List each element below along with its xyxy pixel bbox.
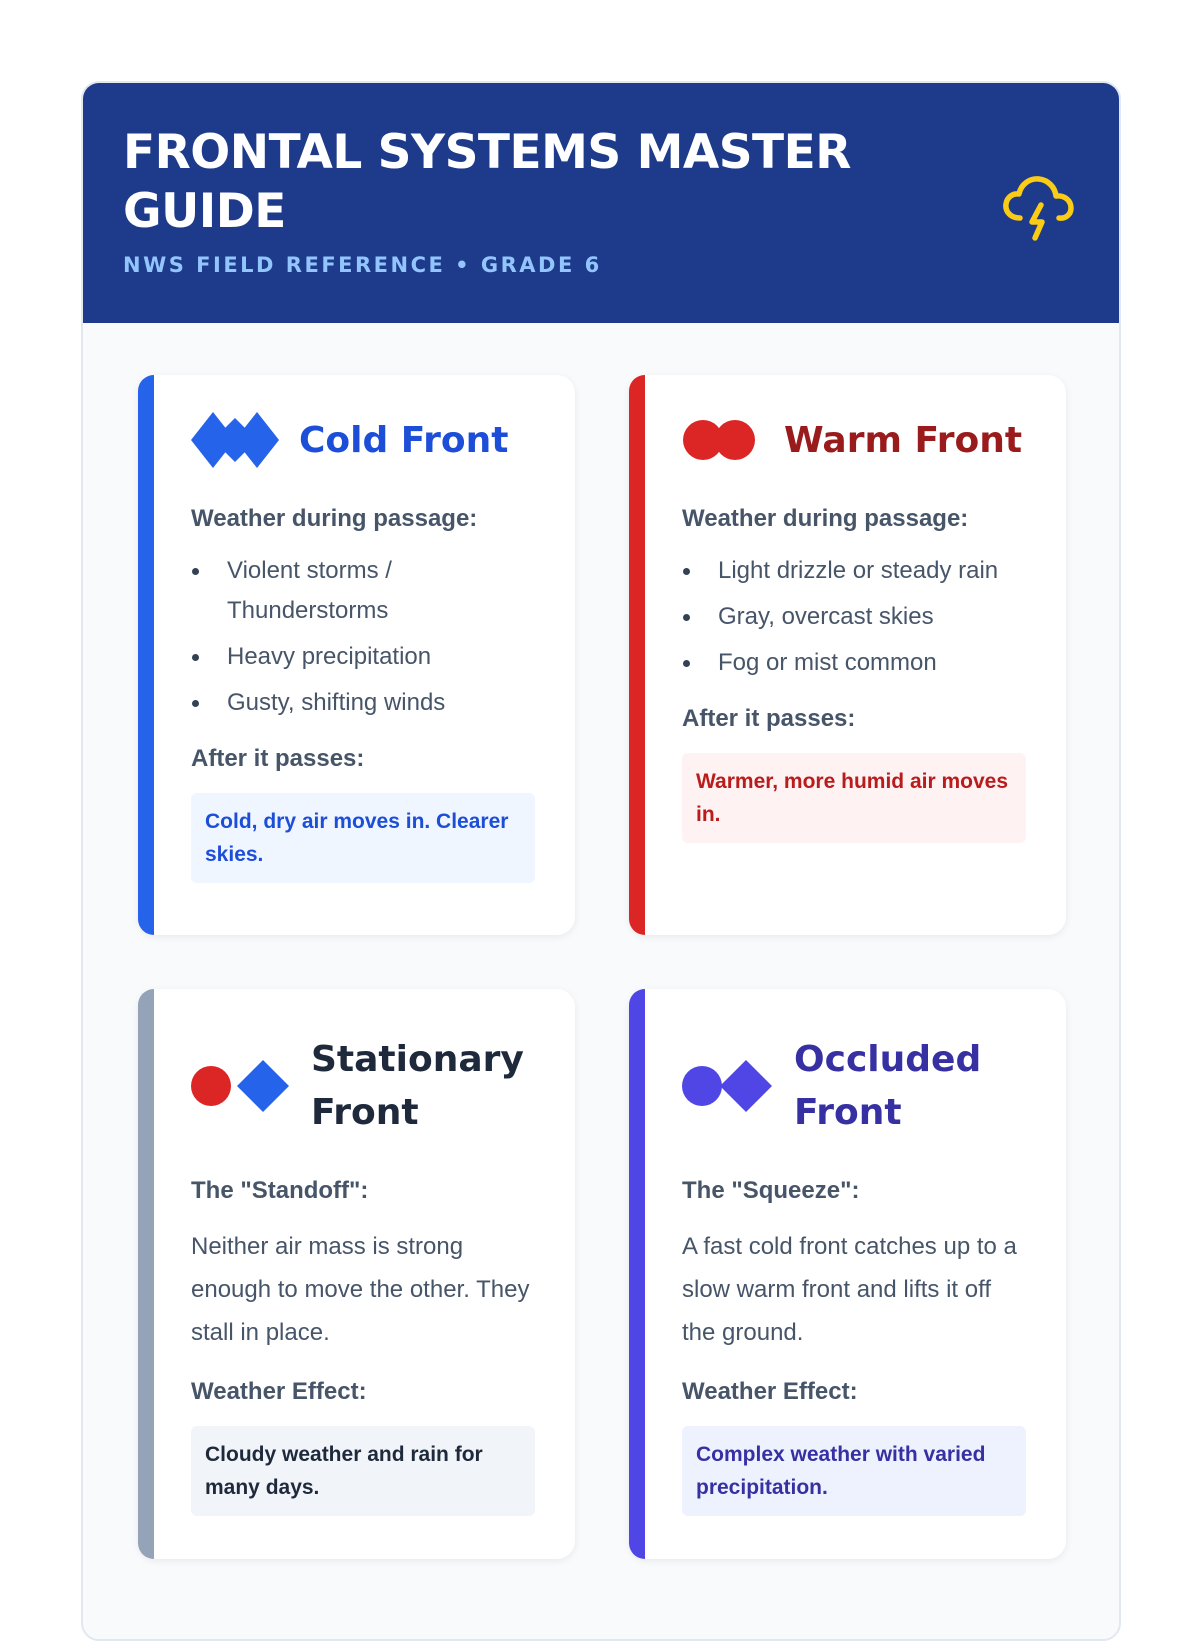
warm-after-label: After it passes:: [682, 705, 856, 732]
warm-passage-label: Weather during passage:: [682, 505, 969, 532]
occluded-front-title: Occluded Front: [794, 1039, 982, 1133]
occluded-concept-label: The "Squeeze":: [682, 1177, 860, 1204]
occluded-concept-text: A fast cold front catches up to a slow warm front and lifts it off the ground.: [682, 1233, 1017, 1346]
occluded-effect-callout: Complex weather with varied precipitation.: [682, 1426, 1026, 1516]
stationary-effect-label: Weather Effect:: [191, 1378, 367, 1405]
occluded-front-symbol-icon: [682, 1058, 774, 1114]
cold-after-callout: Cold, dry air moves in. Clearer skies.: [191, 793, 535, 883]
cold-after-label: After it passes:: [191, 745, 365, 772]
list-item: Gray, overcast skies: [682, 597, 1026, 637]
page-title: FRONTAL SYSTEMS MASTER GUIDE: [123, 125, 851, 239]
stationary-front-title: Stationary Front: [311, 1039, 524, 1133]
stationary-concept-label: The "Standoff":: [191, 1177, 369, 1204]
page-subtitle: NWS FIELD REFERENCE • GRADE 6: [123, 253, 602, 277]
warm-after-callout: Warmer, more humid air moves in.: [682, 753, 1026, 843]
cold-passage-list: [191, 551, 535, 723]
guide-header: [83, 83, 1119, 323]
warm-front-symbol-icon: [682, 418, 756, 462]
cold-front-symbol-icon: [191, 412, 279, 468]
warm-front-header: [682, 375, 1026, 505]
warm-front-card: [629, 375, 1066, 935]
cold-front-title: Cold Front: [299, 419, 509, 461]
occluded-front-header: [682, 989, 1026, 1177]
list-item: Violent storms / Thunderstorms: [191, 551, 535, 631]
list-item: Heavy precipitation: [191, 637, 535, 677]
cold-front-card: [138, 375, 575, 935]
cold-front-header: [191, 375, 535, 505]
list-item: Fog or mist common: [682, 643, 1026, 683]
thunderstorm-cloud-icon: [999, 167, 1079, 247]
stationary-concept-text: Neither air mass is strong enough to move the other. They stall in place.: [191, 1233, 530, 1346]
stationary-effect-callout: Cloudy weather and rain for many days.: [191, 1426, 535, 1516]
warm-passage-list: [682, 551, 1026, 683]
list-item: Light drizzle or steady rain: [682, 551, 1026, 591]
list-item: Gusty, shifting winds: [191, 683, 535, 723]
stationary-front-header: [191, 989, 535, 1177]
cold-passage-label: Weather during passage:: [191, 505, 478, 532]
frontal-systems-guide: [81, 81, 1121, 1641]
warm-front-title: Warm Front: [784, 419, 1023, 461]
stationary-front-symbol-icon: [191, 1058, 291, 1114]
stationary-front-card: [138, 989, 575, 1559]
occluded-front-card: [629, 989, 1066, 1559]
occluded-effect-label: Weather Effect:: [682, 1378, 858, 1405]
